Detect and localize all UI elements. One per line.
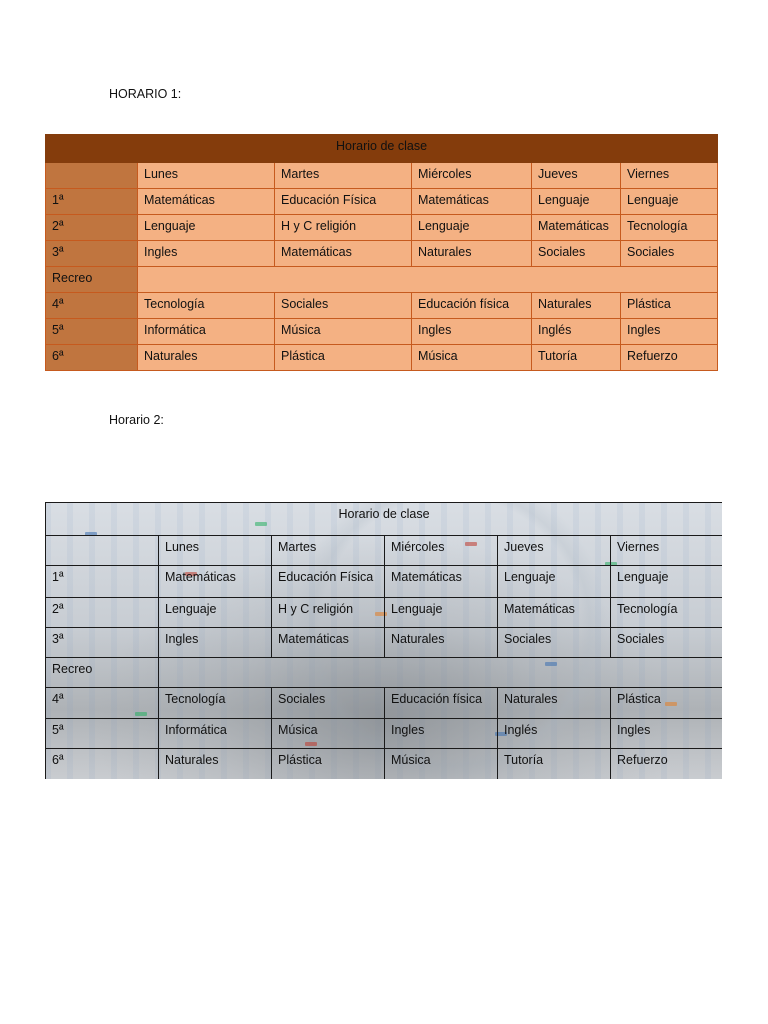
day-header: Miércoles [412,163,532,189]
subject-cell: Ingles [385,719,498,749]
horario-2-label: Horario 2: [109,413,164,427]
table-row [46,719,723,749]
table-header-row [46,163,718,189]
period-cell: 2ª [46,598,159,628]
subject-cell: Lenguaje [412,215,532,241]
subject-cell: Tecnología [159,688,272,719]
break-label: Recreo [46,267,138,293]
break-label: Recreo [46,658,159,688]
subject-cell: Tecnología [621,215,718,241]
subject-cell: Matemáticas [275,241,412,267]
schedule-table-2 [45,502,722,779]
horario-1-label: HORARIO 1: [109,87,182,101]
schedule-table-1 [45,134,718,371]
period-cell: 2ª [46,215,138,241]
subject-cell: Tutoría [498,749,611,780]
subject-cell: Sociales [272,688,385,719]
subject-cell: Plástica [611,688,723,719]
subject-cell: Sociales [621,241,718,267]
subject-cell: Lenguaje [621,189,718,215]
period-cell: 1ª [46,566,159,598]
day-header: Martes [275,163,412,189]
subject-cell: Tecnología [138,293,275,319]
day-header: Viernes [621,163,718,189]
period-cell: 3ª [46,628,159,658]
subject-cell: Ingles [159,628,272,658]
table-row [46,241,718,267]
subject-cell: Naturales [532,293,621,319]
subject-cell: Naturales [412,241,532,267]
subject-cell: Sociales [611,628,723,658]
break-cell [159,658,723,688]
table-header-row [46,536,723,566]
period-cell: 4ª [46,293,138,319]
subject-cell: Inglés [532,319,621,345]
subject-cell: Inglés [498,719,611,749]
subject-cell: Lenguaje [532,189,621,215]
subject-cell: Lenguaje [159,598,272,628]
day-header: Lunes [138,163,275,189]
subject-cell: Matemáticas [498,598,611,628]
subject-cell: Naturales [138,345,275,371]
subject-cell: Plástica [621,293,718,319]
table-row [46,598,723,628]
subject-cell: Refuerzo [621,345,718,371]
subject-cell: Naturales [159,749,272,780]
period-cell: 1ª [46,189,138,215]
subject-cell: Música [412,345,532,371]
subject-cell: Sociales [532,241,621,267]
period-cell: 6ª [46,749,159,780]
break-row [46,658,723,688]
subject-cell: Plástica [275,345,412,371]
period-cell: 5ª [46,319,138,345]
corner-cell [46,536,159,566]
subject-cell: Matemáticas [159,566,272,598]
subject-cell: H y C religión [275,215,412,241]
day-header: Jueves [498,536,611,566]
day-header: Martes [272,536,385,566]
day-header: Miércoles [385,536,498,566]
subject-cell: Sociales [498,628,611,658]
subject-cell: Educación Física [275,189,412,215]
subject-cell: Lenguaje [498,566,611,598]
subject-cell: Ingles [611,719,723,749]
subject-cell: Refuerzo [611,749,723,780]
table-row [46,293,718,319]
subject-cell: Lenguaje [138,215,275,241]
subject-cell: Educación Física [272,566,385,598]
period-cell: 5ª [46,719,159,749]
table-title: Horario de clase [46,503,723,536]
corner-cell [46,163,138,189]
table-row [46,319,718,345]
schedule-table-2-background [45,502,722,779]
subject-cell: Lenguaje [385,598,498,628]
subject-cell: Educación física [385,688,498,719]
period-cell: 3ª [46,241,138,267]
subject-cell: Naturales [498,688,611,719]
subject-cell: Educación física [412,293,532,319]
subject-cell: Ingles [138,241,275,267]
subject-cell: Matemáticas [385,566,498,598]
subject-cell: Matemáticas [412,189,532,215]
break-row [46,267,718,293]
subject-cell: Música [275,319,412,345]
subject-cell: Tecnología [611,598,723,628]
subject-cell: H y C religión [272,598,385,628]
subject-cell: Música [272,719,385,749]
break-cell [138,267,718,293]
day-header: Jueves [532,163,621,189]
table-row [46,566,723,598]
subject-cell: Plástica [272,749,385,780]
subject-cell: Música [385,749,498,780]
table-row [46,345,718,371]
period-cell: 6ª [46,345,138,371]
subject-cell: Lenguaje [611,566,723,598]
subject-cell: Informática [138,319,275,345]
table-row [46,215,718,241]
subject-cell: Sociales [275,293,412,319]
subject-cell: Matemáticas [138,189,275,215]
table-row [46,628,723,658]
day-header: Lunes [159,536,272,566]
table-row [46,749,723,780]
day-header: Viernes [611,536,723,566]
subject-cell: Informática [159,719,272,749]
subject-cell: Matemáticas [272,628,385,658]
subject-cell: Ingles [412,319,532,345]
period-cell: 4ª [46,688,159,719]
table-row [46,688,723,719]
subject-cell: Ingles [621,319,718,345]
subject-cell: Naturales [385,628,498,658]
table-row [46,189,718,215]
table-title: Horario de clase [46,135,718,163]
subject-cell: Tutoría [532,345,621,371]
subject-cell: Matemáticas [532,215,621,241]
